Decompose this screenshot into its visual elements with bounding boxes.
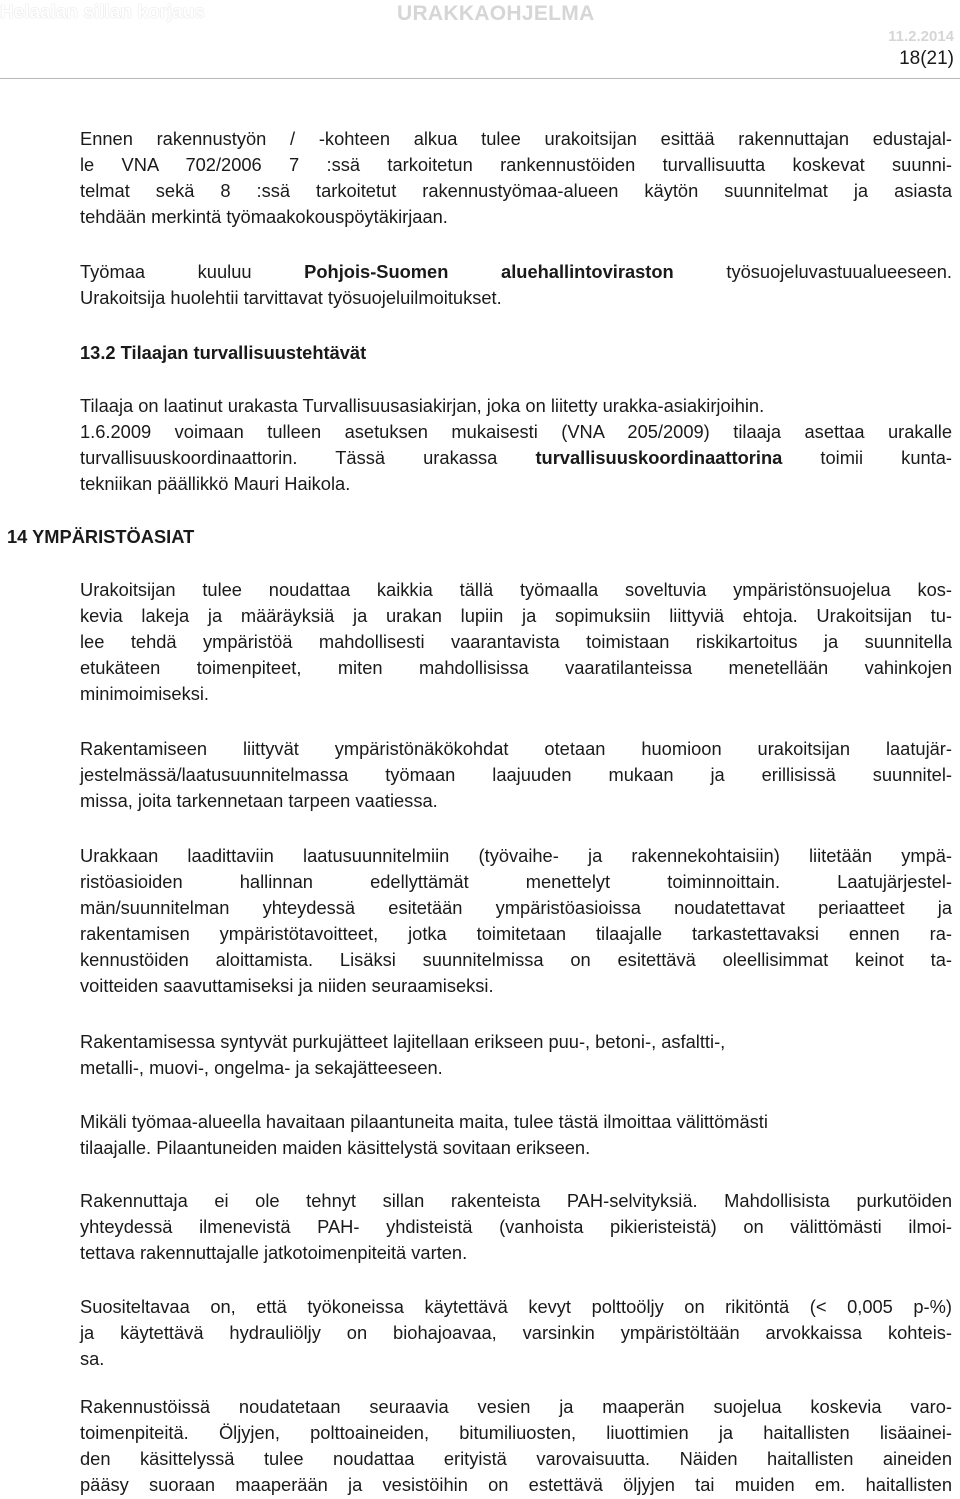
text-line: toimenpiteitä. Öljyjen, polttoaineiden, bitumiliuosten, liuottimien ja haitallisten lisäainei-	[80, 1422, 952, 1443]
text-line: kevia lakeja ja määräyksiä ja urakan lupiin ja sopimuksiin liittyviä ehtoja. Urakoitsijan tu-	[80, 605, 952, 626]
text-line: metalli-, muovi-, ongelma- ja sekajätteeseen.	[80, 1057, 443, 1078]
text-line: kennustöiden aloittamista. Lisäksi suunnitelmissa on esitettävä oleellisimmat keinot ta-	[80, 949, 952, 970]
text-line: Rakennustöissä noudatetaan seuraavia vesien ja maaperän suojelua koskevia varo-	[80, 1396, 952, 1417]
text-line: tettava rakennuttajalle jatkotoimenpiteitä varten.	[80, 1242, 468, 1263]
text-line: lee tehdä ympäristöä mahdollisesti vaarantavista toimistaan riskikartoitus ja suunnitella	[80, 631, 952, 652]
paragraph-quality-plans	[80, 843, 952, 999]
text-line: Rakennuttaja ei ole tehnyt sillan rakenteista PAH-selvityksiä. Mahdollisista purkutöiden	[80, 1190, 952, 1211]
text-line: tehdään merkintä työmaakokouspöytäkirjaan.	[80, 206, 448, 227]
authority-name: Pohjois-Suomen aluehallintoviraston	[304, 261, 674, 282]
text-line: tekniikan päällikkö Mauri Haikola.	[80, 473, 351, 494]
document-title: URAKKAOHJELMA	[397, 2, 595, 25]
page-number: 18(21)	[899, 48, 954, 69]
text-line: tilaajalle. Pilaantuneiden maiden käsittelystä sovitaan erikseen.	[80, 1137, 591, 1158]
section-heading-14: 14 YMPÄRISTÖASIAT	[7, 526, 195, 547]
paragraph-pah	[80, 1188, 952, 1266]
paragraph-quality-system	[80, 736, 952, 814]
page-header	[0, 0, 960, 80]
text-line: Rakentamiseen liittyvät ympäristönäkökohdat otetaan huomioon urakoitsijan laatujär-	[80, 738, 952, 759]
safety-coordinator-term: turvallisuuskoordinaattorina	[535, 447, 783, 468]
text-line: Suositeltavaa on, että työkoneissa käytettävä kevyt polttoöljy on rikitöntä (< 0,005 p-%)	[80, 1296, 952, 1317]
text-line: Työmaa kuuluu Pohjois-Suomen aluehallintoviraston työsuojeluvastuualueeseen.	[80, 261, 953, 282]
text-line: turvallisuuskoordinaattorin. Tässä urakassa turvallisuuskoordinaattorina toimii kunta-	[80, 447, 952, 468]
text-line: minimoimiseksi.	[80, 683, 209, 704]
text-line: Urakoitsija huolehtii tarvittavat työsuojeluilmoitukset.	[80, 287, 502, 308]
text-line: Ennen rakennustyön / -kohteen alkua tulee urakoitsijan esittää rakennuttajan edustajal-	[80, 128, 952, 149]
text-line: le VNA 702/2006 7 :ssä tarkoitetun rankennustöiden turvallisuutta koskevat suunni-	[80, 154, 952, 175]
header-divider	[0, 78, 960, 79]
text-line: ja käytettävä hydrauliöljy on biohajoavaa, varsinkin ympäristöltään arvokkaissa kohteis-	[80, 1322, 952, 1343]
paragraph-work-safety-area	[80, 259, 952, 311]
text-line: voitteiden saavuttamiseksi ja niiden seuraamiseksi.	[80, 975, 494, 996]
text-line: etukäteen toimenpiteet, miten mahdollisissa vaaratilanteissa menetellään vahinkojen	[80, 657, 952, 678]
text-line: missa, joita tarkennetaan tarpeen vaatiessa.	[80, 790, 438, 811]
text-line: jestelmässä/laatusuunnitelmassa työmaan laajuuden mukaan ja erillisissä suunnitel-	[80, 764, 952, 785]
paragraph-water-soil-protection	[80, 1394, 952, 1498]
paragraph-safety-plans	[80, 126, 952, 230]
text-line: Urakoitsijan tulee noudattaa kaikkia tällä työmaalla soveltuvia ympäristönsuojelua kos-	[80, 579, 952, 600]
text-line: Tilaaja on laatinut urakasta Turvallisuusasiakirjan, joka on liitetty urakka-asiakirjoihin.	[80, 395, 765, 416]
section-heading-13-2: 13.2 Tilaajan turvallisuustehtävät	[80, 342, 367, 363]
text-line: den käsittelyssä tulee noudattaa erityistä varovaisuutta. Näiden haitallisten aineiden	[80, 1448, 952, 1469]
document-date: 11.2.2014	[888, 28, 954, 45]
text-line: sa.	[80, 1348, 105, 1369]
project-name: Helaalan sillan korjaus	[0, 2, 205, 23]
text-line: yhteydessä ilmenevistä PAH- yhdisteistä (vanhoista pikieristeistä) on välittömästi ilmoi-	[80, 1216, 952, 1237]
paragraph-contaminated-soil	[80, 1109, 952, 1161]
paragraph-environmental-rules	[80, 577, 952, 707]
text-line: Mikäli työmaa-alueella havaitaan pilaantuneita maita, tulee tästä ilmoittaa välittömästi	[80, 1111, 768, 1132]
text-line: 1.6.2009 voimaan tulleen asetuksen mukaisesti (VNA 205/2009) tilaaja asettaa urakalle	[80, 421, 952, 442]
paragraph-client-safety	[80, 393, 952, 497]
text-line: Rakentamisessa syntyvät purkujätteet lajitellaan erikseen puu-, betoni-, asfaltti-,	[80, 1031, 726, 1052]
paragraph-fuel-oil	[80, 1294, 952, 1372]
text-line: män/suunnitelman yhteydessä esitetään ympäristöasioissa noudatettavat periaatteet ja	[80, 897, 952, 918]
text-line: rakentamisen ympäristötavoitteet, jotka toimitetaan tilaajalle tarkastettavaksi ennen ra-	[80, 923, 952, 944]
text-line: telmat sekä 8 :ssä tarkoitetut rakennustyömaa-alueen käytön suunnitelmat ja asiasta	[80, 180, 952, 201]
text-line: pääsy suoraan maaperään ja vesistöihin on estettävä öljyjen tai muiden em. haitallisten	[80, 1474, 952, 1495]
text-line: ristöasioiden hallinnan edellyttämät menettelyt toiminnoittain. Laatujärjestel-	[80, 871, 952, 892]
paragraph-demolition-waste	[80, 1029, 952, 1081]
text-line: Urakkaan laadittaviin laatusuunnitelmiin (työvaihe- ja rakennekohtaisiin) liitetään ympä-	[80, 845, 952, 866]
